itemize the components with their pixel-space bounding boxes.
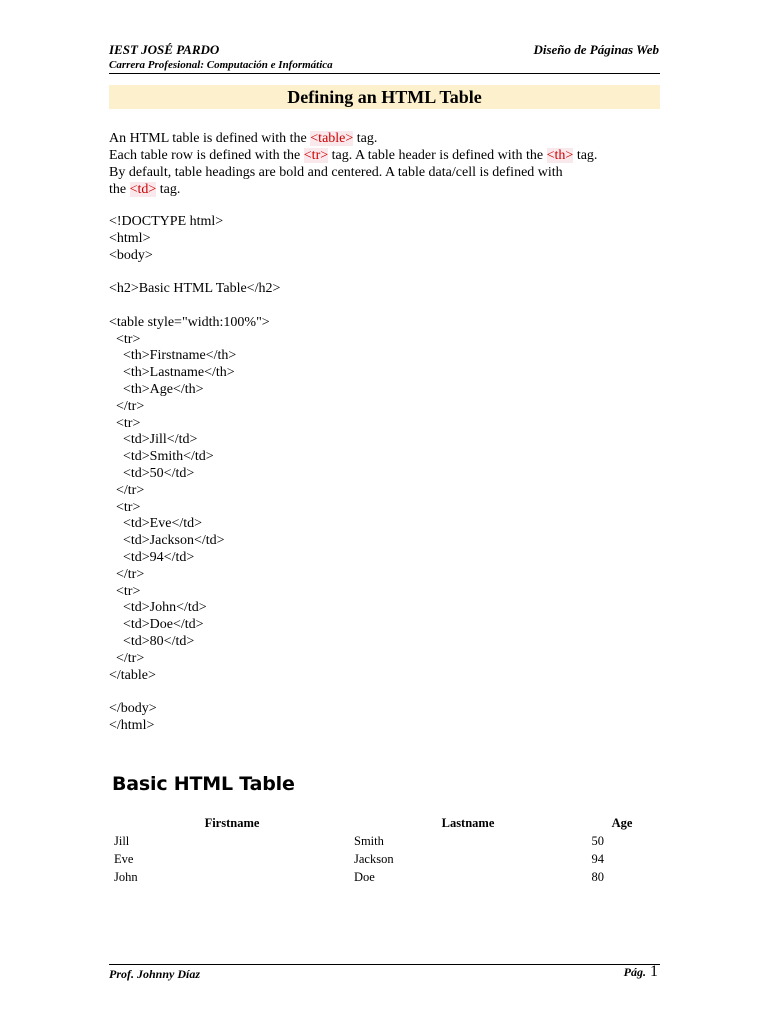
table-cell: Doe <box>354 869 375 884</box>
intro-text: tag. A table header is defined with the <box>328 148 547 163</box>
code-example <box>109 214 280 735</box>
table-cell: Eve <box>114 851 134 866</box>
tag-highlight-th: <th> <box>546 148 574 163</box>
code-line: <td>80</td> <box>109 633 195 649</box>
header-divider <box>109 73 660 74</box>
code-line: <html> <box>109 230 151 246</box>
header-institution: IEST JOSÉ PARDO <box>109 42 220 57</box>
demo-heading: Basic HTML Table <box>112 773 295 795</box>
code-line: <td>Jill</td> <box>109 432 198 448</box>
code-line: <tr> <box>109 583 141 599</box>
code-line: <th>Age</th> <box>109 381 204 397</box>
code-line <box>109 298 280 315</box>
header-career: Carrera Profesional: Computación e Informática <box>109 59 333 71</box>
demo-header-cell: Age <box>611 815 633 830</box>
page-label: Pág. <box>623 965 646 979</box>
code-line: <td>94</td> <box>109 549 195 565</box>
code-line: <tr> <box>109 415 141 431</box>
code-line: </html> <box>109 717 155 733</box>
page-title: Defining an HTML Table <box>287 86 482 107</box>
demo-header-cell: Firstname <box>204 815 260 830</box>
intro-text: Each table row is defined with the <box>109 148 304 163</box>
intro-text: tag. <box>353 131 378 146</box>
age-value: 50 <box>591 833 604 848</box>
table-cell <box>584 850 660 868</box>
code-line: <!DOCTYPE html> <box>109 214 224 229</box>
table-cell: John <box>114 869 138 884</box>
footer-author: Prof. Johnny Díaz <box>109 967 201 981</box>
demo-header-row <box>112 814 660 832</box>
code-line: <tr> <box>109 331 141 347</box>
intro-line-2 <box>109 147 669 164</box>
tag-highlight-tr: <tr> <box>303 148 329 163</box>
tag-highlight-td: <td> <box>129 182 157 197</box>
code-line: <th>Lastname</th> <box>109 365 235 381</box>
code-line: </tr> <box>109 566 145 582</box>
code-line: <body> <box>109 247 153 263</box>
page-number: 1 <box>650 963 658 980</box>
code-line: </body> <box>109 701 157 717</box>
code-line: <td>Jackson</td> <box>109 533 225 549</box>
demo-header-cell: Lastname <box>441 815 495 830</box>
code-line: <td>Doe</td> <box>109 617 204 633</box>
code-line: <h2>Basic HTML Table</h2> <box>109 281 281 297</box>
table-row <box>112 850 660 868</box>
tag-highlight-table: <table> <box>310 131 354 146</box>
code-line: </tr> <box>109 482 145 498</box>
header-course: Diseño de Páginas Web <box>533 42 659 57</box>
table-cell <box>584 868 660 886</box>
demo-table <box>112 814 660 886</box>
intro-text: An HTML table is defined with the <box>109 131 311 146</box>
intro-line-4 <box>109 181 669 198</box>
age-value: 94 <box>591 851 604 866</box>
code-line: </table> <box>109 667 156 683</box>
code-line: <td>Eve</td> <box>109 516 203 532</box>
table-cell <box>584 832 660 850</box>
code-line: <td>John</td> <box>109 600 207 616</box>
footer-page <box>624 963 658 981</box>
code-line <box>109 264 280 281</box>
code-line: <table style="width:100%"> <box>109 314 270 330</box>
intro-text: tag. <box>573 148 598 163</box>
table-cell: Jill <box>114 833 130 848</box>
code-line: <td>50</td> <box>109 465 195 481</box>
code-line: <tr> <box>109 499 141 515</box>
intro-paragraph <box>109 130 669 198</box>
table-cell: Smith <box>354 833 384 848</box>
table-cell: Jackson <box>354 851 394 866</box>
table-row <box>112 868 660 886</box>
intro-line-3: By default, table headings are bold and centered. A table data/cell is defined with <box>109 165 563 180</box>
code-line <box>109 684 280 701</box>
code-line: </tr> <box>109 650 145 666</box>
intro-text: tag. <box>156 182 181 197</box>
age-value: 80 <box>591 869 604 884</box>
intro-text: the <box>109 182 130 197</box>
code-line: <th>Firstname</th> <box>109 348 237 364</box>
title-banner <box>109 85 660 109</box>
table-row <box>112 832 660 850</box>
footer-divider <box>109 964 660 965</box>
code-line: </tr> <box>109 398 145 414</box>
intro-line-1 <box>109 130 669 147</box>
code-line: <td>Smith</td> <box>109 449 214 465</box>
